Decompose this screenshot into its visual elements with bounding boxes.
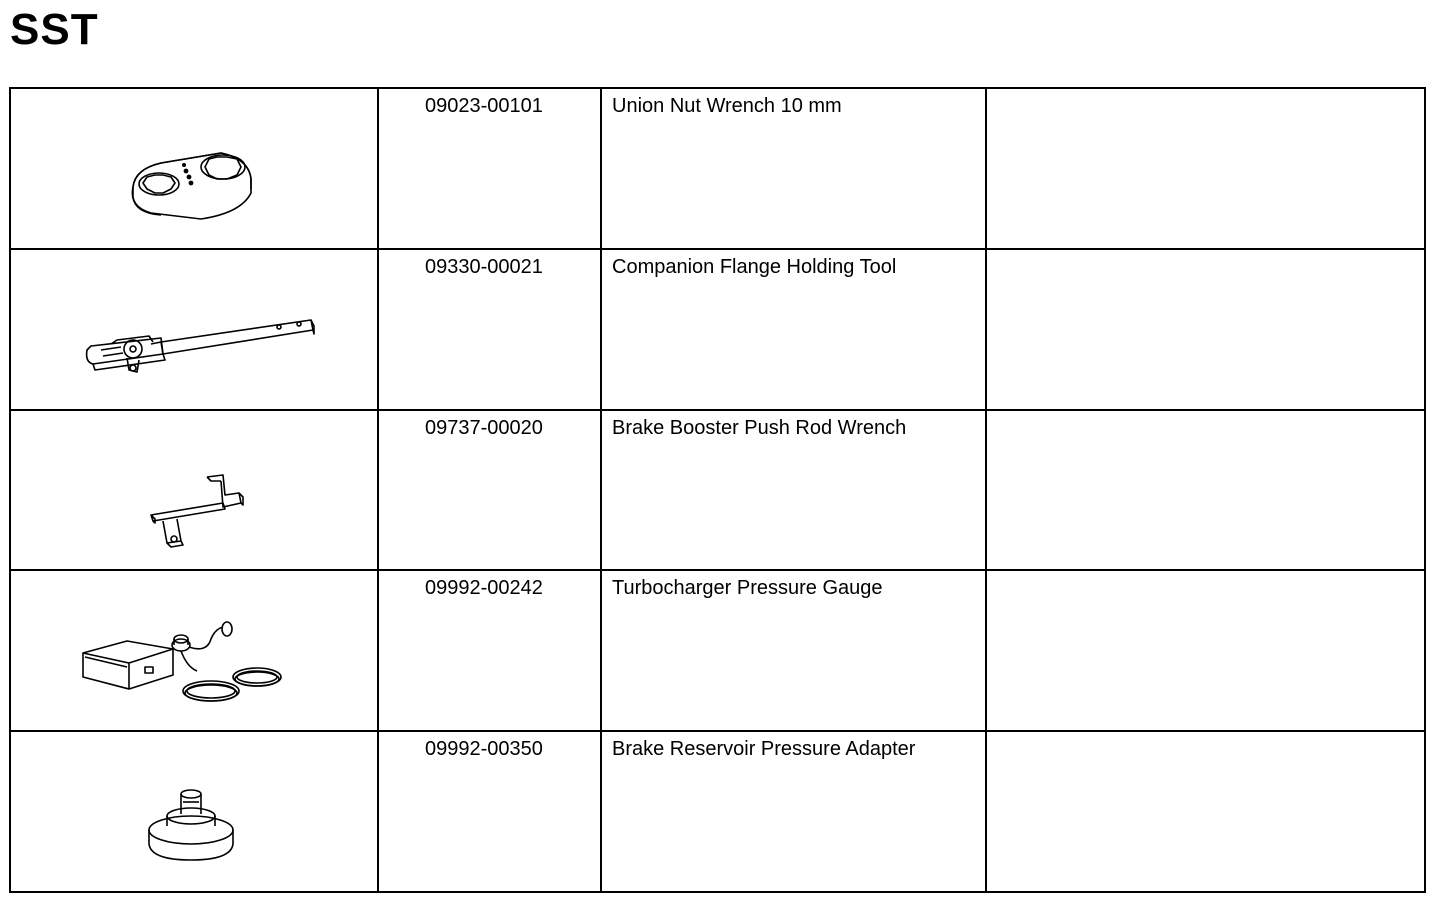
part-note bbox=[986, 88, 1425, 249]
part-number: 09737-00020 bbox=[378, 410, 601, 571]
tool-image-cell bbox=[10, 249, 378, 410]
tool-image-cell bbox=[10, 731, 378, 892]
part-number: 09992-00350 bbox=[378, 731, 601, 892]
page-title: SST bbox=[10, 5, 99, 54]
part-note bbox=[986, 731, 1425, 892]
tool-image-cell bbox=[10, 88, 378, 249]
part-number: 09992-00242 bbox=[378, 570, 601, 731]
part-note bbox=[986, 570, 1425, 731]
part-name: Union Nut Wrench 10 mm bbox=[601, 88, 986, 249]
part-name: Companion Flange Holding Tool bbox=[601, 249, 986, 410]
sst-table bbox=[9, 87, 1426, 893]
table-row bbox=[10, 88, 1425, 249]
part-note bbox=[986, 249, 1425, 410]
table-row bbox=[10, 249, 1425, 410]
pressure-adapter-icon bbox=[11, 732, 379, 889]
table-row bbox=[10, 731, 1425, 892]
part-name: Brake Reservoir Pressure Adapter bbox=[601, 731, 986, 892]
part-name: Turbocharger Pressure Gauge bbox=[601, 570, 986, 731]
pressure-gauge-kit-icon bbox=[11, 571, 379, 728]
tool-image-cell bbox=[10, 570, 378, 731]
table-row bbox=[10, 570, 1425, 731]
part-number: 09330-00021 bbox=[378, 249, 601, 410]
part-name: Brake Booster Push Rod Wrench bbox=[601, 410, 986, 571]
flange-holding-tool-icon bbox=[11, 250, 379, 407]
push-rod-wrench-icon bbox=[11, 411, 379, 568]
union-nut-wrench-icon bbox=[11, 89, 379, 246]
part-number: 09023-00101 bbox=[378, 88, 601, 249]
table-row bbox=[10, 410, 1425, 571]
tool-image-cell bbox=[10, 410, 378, 571]
part-note bbox=[986, 410, 1425, 571]
